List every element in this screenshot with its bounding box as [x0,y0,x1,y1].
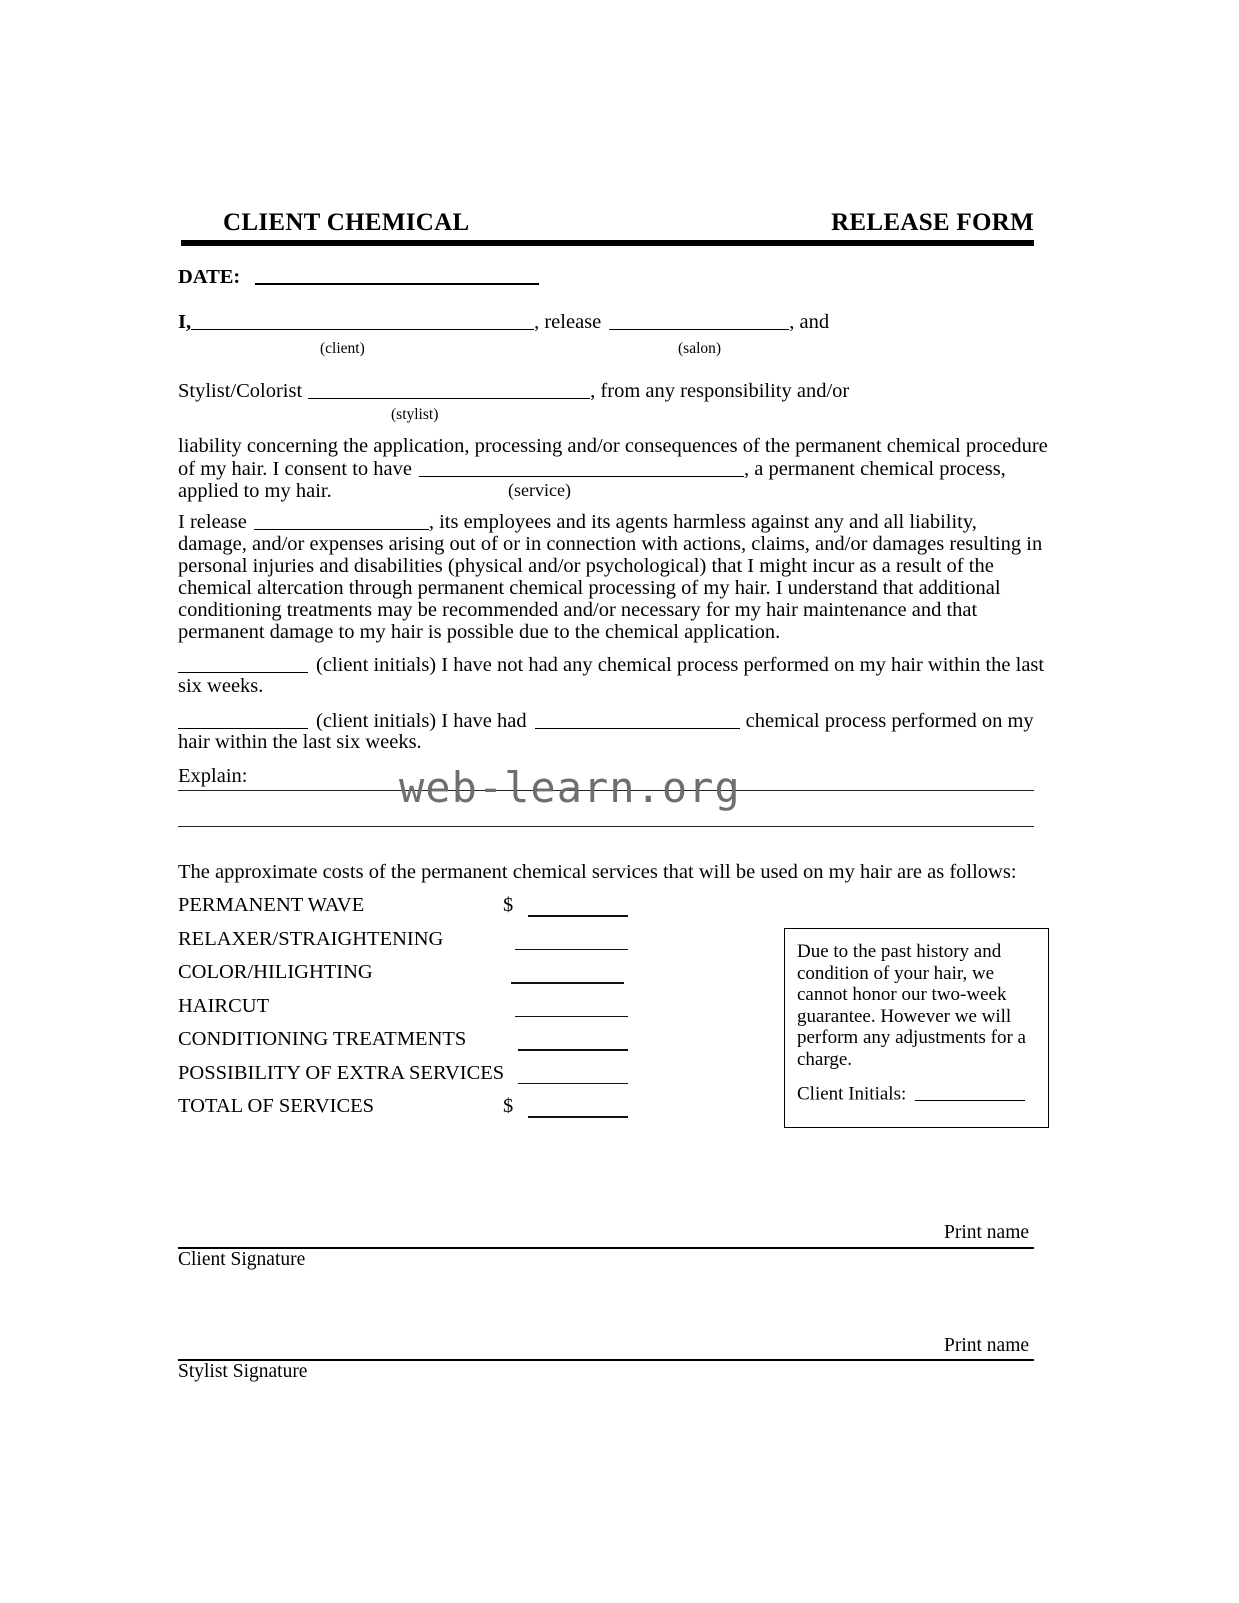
service-cost-blank[interactable] [528,915,628,917]
release-intro-mid: , release [534,310,602,333]
client-initials-blank-2[interactable] [178,709,308,729]
date-label: DATE: [178,265,241,288]
release-intro-tail: , and [789,310,830,333]
service-name: COLOR/HILIGHTING [178,961,373,983]
table-row [178,1062,648,1096]
initials-block-1-line-1 [178,653,1044,676]
client-signature-label: Client Signature [178,1249,306,1270]
caption-salon: (salon) [678,340,722,357]
service-name: RELAXER/STRAIGHTENING [178,927,444,950]
initials-block-2-tail: chemical process performed on my [745,709,1034,732]
client-signature-line[interactable] [178,1247,1034,1249]
service-cost-blank[interactable] [518,1049,628,1051]
currency-symbol: $ [503,894,514,916]
service-name: POSSIBILITY OF EXTRA SERVICES [178,1061,505,1084]
chemical-process-blank[interactable] [535,709,740,729]
table-row [178,928,648,962]
caption-stylist: (stylist) [391,406,439,423]
service-name: PERMANENT WAVE [178,894,365,916]
release-line-1 [178,510,1038,533]
release-intro-lead: I, [178,310,192,333]
page-title-right: RELEASE FORM [831,209,1034,236]
release-intro-row [178,310,829,333]
date-row [178,264,539,288]
services-cost-list [178,894,648,1129]
release-line-3: personal injuries and disabilities (physical and/or psychological) that I might incur as a result of the [178,554,994,577]
client-initials-blank-1[interactable] [178,653,308,673]
caption-service: (service) [508,480,571,500]
service-name: HAIRCUT [178,994,270,1017]
liability-line-2-tail: , a permanent chemical process, [743,457,1006,480]
liability-line-1: liability concerning the application, processing and/or consequences of the permanent chemical procedure [178,435,1048,457]
release-line-6: permanent damage to my hair is possible due to the chemical application. [178,620,781,643]
stylist-name-blank[interactable] [308,379,590,399]
salon-release-blank[interactable] [254,510,429,530]
client-print-name-label: Print name [944,1222,1030,1243]
watermark: web-learn.org [399,763,741,812]
stylist-lead: Stylist/Colorist [178,379,303,402]
service-blank[interactable] [419,457,744,477]
release-line-1-tail: , its employees and its agents harmless against any and all liability, [428,510,977,533]
liability-line-3: applied to my hair. [178,479,332,502]
stylist-row [178,379,849,402]
service-name: TOTAL OF SERVICES [178,1095,375,1117]
notice-initials-row [797,1083,1025,1105]
initials-block-2-line-1 [178,709,1034,732]
table-row [178,894,648,928]
stylist-print-name-label: Print name [944,1335,1030,1356]
release-line-5: conditioning treatments may be recommended and/or necessary for my hair maintenance and that [178,598,978,621]
guarantee-notice-box [784,928,1049,1128]
release-line-2: damage, and/or expenses arising out of or in connection with actions, claims, and/or damages resulting in [178,532,1043,555]
notice-initials-label: Client Initials: [797,1083,907,1104]
notice-initials-blank[interactable] [915,1083,1025,1101]
currency-symbol: $ [503,1095,514,1117]
guarantee-notice-text: Due to the past history and condition of your hair, we cannot honor our two-week guarantee. However we will perform any adjustments for a charge. [797,941,1026,1070]
initials-block-2-line-2: hair within the last six weeks. [178,731,422,753]
service-cost-blank[interactable] [515,949,628,951]
caption-client: (client) [320,340,365,357]
costs-intro: The approximate costs of the permanent chemical services that will be used on my hair are as follows: [178,861,1017,883]
initials-block-2-lead: (client initials) I have had [316,709,527,732]
explain-line-2[interactable] [178,826,1034,827]
service-cost-blank[interactable] [518,1083,628,1085]
release-line-1-lead: I release [178,510,247,533]
service-cost-blank[interactable] [515,1016,628,1018]
service-cost-blank[interactable] [528,1116,628,1118]
salon-name-blank[interactable] [609,310,789,330]
explain-label: Explain: [178,765,248,787]
table-row [178,961,648,995]
liability-line-2 [178,457,1038,480]
stylist-tail: , from any responsibility and/or [590,379,850,402]
initials-block-1-line-2: six weeks. [178,675,264,697]
table-row [178,1028,648,1062]
stylist-signature-label: Stylist Signature [178,1361,308,1382]
client-name-blank[interactable] [191,310,534,330]
table-row [178,995,648,1029]
document-header [181,209,1034,241]
table-row [178,1095,648,1129]
liability-paragraph [178,435,1048,502]
initials-block-1-text: (client initials) I have not had any chemical process performed on my hair within the last [316,653,1045,676]
page-title-left: CLIENT CHEMICAL [223,209,470,236]
header-divider [181,240,1034,246]
liability-line-2-lead: of my hair. I consent to have [178,457,412,480]
release-line-4: chemical altercation through permanent chemical processing of my hair. I understand that additional [178,576,1001,599]
service-name: CONDITIONING TREATMENTS [178,1028,467,1050]
service-cost-blank[interactable] [511,982,624,984]
date-input-blank[interactable] [255,264,539,285]
release-paragraph [178,510,1043,643]
